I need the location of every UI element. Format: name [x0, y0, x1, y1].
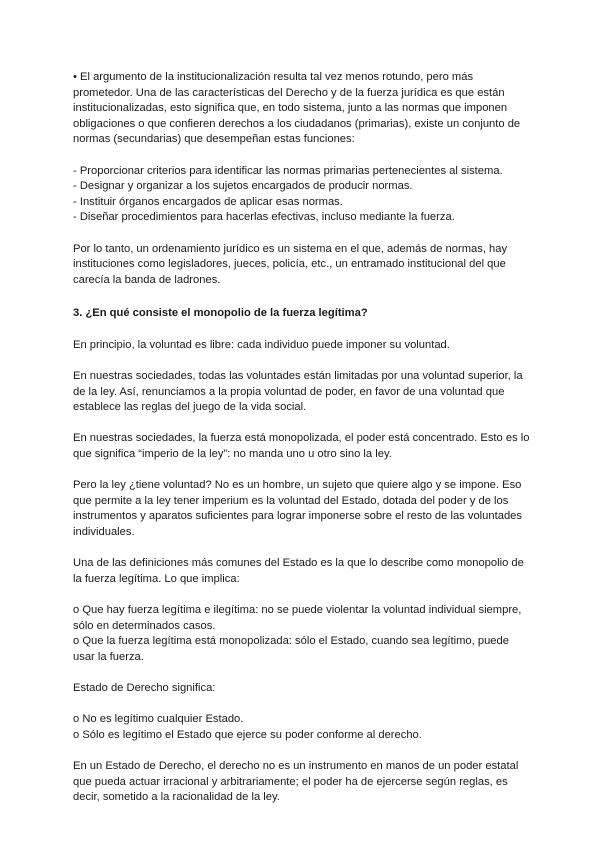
text-line: prometedor. Una de las características del Derecho y de la fuerza jurídica es que están — [73, 86, 505, 99]
paragraph-ley-voluntad — [73, 478, 529, 540]
text-line: que permite a la ley tener imperium es la voluntad del Estado, dotada del poder y de los — [73, 494, 509, 507]
paragraph-voluntades-limitadas — [73, 369, 529, 416]
paragraph-fuerza-monopolizada — [73, 431, 529, 462]
text-line: normas (secundarias) que desempeñan estas funciones: — [73, 133, 355, 146]
text-line: establece las reglas del juego de la vida social. — [73, 401, 307, 414]
text-line: usar la fuerza. — [73, 650, 144, 663]
text-line: carecía la banda de ladrones. — [73, 273, 221, 286]
text-line: Pero la ley ¿tiene voluntad? No es un hombre, un sujeto que quiere algo y se impone. Eso — [73, 479, 522, 492]
text-line: la fuerza legítima. Lo que implica: — [73, 572, 240, 585]
list-estado-derecho — [73, 712, 529, 743]
text-line: Estado de Derecho significa: — [73, 681, 216, 694]
paragraph-derecho-racionalidad — [73, 759, 529, 806]
list-item: o Sólo es legítimo el Estado que ejerce su poder conforme al derecho. — [73, 728, 422, 741]
text-line: En un Estado de Derecho, el derecho no es un instrumento en manos de un poder estatal — [73, 759, 519, 772]
paragraph-definicion-estado — [73, 556, 529, 587]
text-line: instituciones como legisladores, jueces, policía, etc., un entramado institucional del que — [73, 258, 506, 271]
paragraph-estado-derecho — [73, 681, 529, 697]
text-line: de la ley. Así, renunciamos a la propia voluntad de poder, en favor de una voluntad que — [73, 385, 505, 398]
section-heading — [73, 306, 529, 322]
paragraph-voluntad-libre — [73, 338, 529, 354]
text-line: que significa “imperio de la ley”: no manda uno u otro sino la ley. — [73, 448, 392, 461]
text-line: decir, sometido a la racionalidad de la ley. — [73, 791, 280, 804]
list-implicaciones — [73, 603, 529, 665]
list-item: o No es legítimo cualquier Estado. — [73, 713, 244, 726]
document-body — [73, 70, 529, 821]
text-line: instrumentos y aparatos suficientes para lograr imponerse sobre el resto de las voluntades — [73, 510, 522, 523]
text-line: Una de las definiciones más comunes del Estado es la que lo describe como monopolio de — [73, 557, 524, 570]
text-line: que pueda actuar irracional y arbitrariamente; el poder ha de ejercerse según reglas, es — [73, 775, 508, 788]
list-item: - Designar y organizar a los sujetos encargados de producir normas. — [73, 180, 413, 193]
text-line: sólo en determinados casos. — [73, 619, 216, 632]
text-line: En nuestras sociedades, todas las voluntades están limitadas por una voluntad superior, la — [73, 370, 523, 383]
text-line: En nuestras sociedades, la fuerza está monopolizada, el poder está concentrado. Esto es lo — [73, 432, 530, 445]
list-item: - Proporcionar criterios para identificar las normas primarias pertenecientes al sistema. — [73, 164, 503, 177]
text-line: institucionalizadas, esto significa que, en todo sistema, junto a las normas que imponen — [73, 102, 508, 115]
list-item: o Que hay fuerza legítima e ilegítima: no se puede violentar la voluntad individual siempre, — [73, 604, 522, 616]
text-line: Por lo tanto, un ordenamiento jurídico es un sistema en el que, además de normas, hay — [73, 242, 508, 255]
list-item: o Que la fuerza legítima está monopolizada: sólo el Estado, cuando sea legítimo, puede — [73, 635, 509, 648]
heading-text: 3. ¿En qué consiste el monopolio de la fuerza legítima? — [73, 307, 368, 320]
text-line: individuales. — [73, 526, 135, 539]
text-line: • El argumento de la institucionalización resulta tal vez menos rotundo, pero más — [73, 71, 474, 83]
list-funciones — [73, 164, 529, 226]
paragraph-ordenamiento — [73, 242, 529, 289]
list-item: - Instituir órganos encargados de aplicar esas normas. — [73, 195, 343, 208]
list-item: - Diseñar procedimientos para hacerlas efectivas, incluso mediante la fuerza. — [73, 211, 455, 224]
text-line: obligaciones o que confieren derechos a los ciudadanos (primarias), existe un conjunto de — [73, 117, 521, 130]
paragraph-institucionalizacion — [73, 70, 529, 148]
text-line: En principio, la voluntad es libre: cada individuo puede imponer su voluntad. — [73, 338, 450, 351]
